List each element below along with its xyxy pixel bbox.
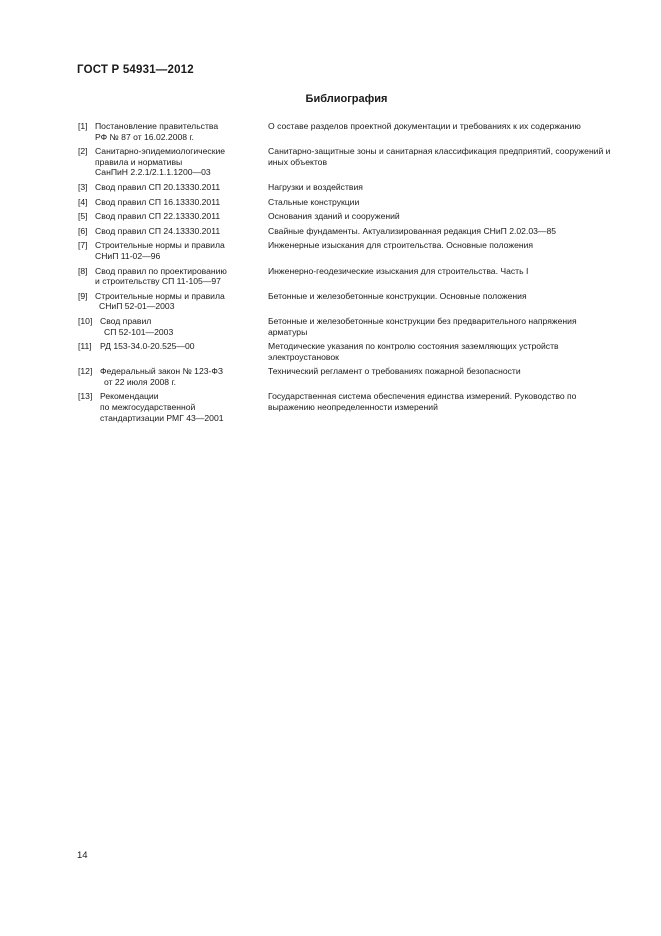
- entry-number: [2]: [78, 146, 88, 157]
- entry-source-line: стандартизации РМГ 43—2001: [100, 412, 224, 423]
- entry-source-line: Свод правил СП 24.13330.2011: [95, 225, 221, 236]
- entry-description: Инженерные изыскания для строительства. Основные положения: [268, 240, 534, 251]
- entry-source-line: СНиП 11-02—96: [95, 250, 161, 261]
- entry-source-line: правила и нормативы: [95, 156, 183, 167]
- document-code: ГОСТ Р 54931—2012: [77, 64, 194, 76]
- entry-number: [9]: [78, 290, 88, 301]
- entry-source-line: Свод правил по проектированию: [95, 265, 227, 276]
- entry-source-line: СанПиН 2.2.1/2.1.1.1200—03: [95, 167, 211, 178]
- entry-description: Бетонные и железобетонные конструкции без предварительного напряжения арматуры: [268, 315, 577, 337]
- entry-description: Технический регламент о требованиях пожарной безопасности: [268, 366, 521, 377]
- entry-number: [10]: [78, 315, 93, 326]
- bibliography-list: [78, 121, 618, 427]
- entry-number: [5]: [78, 211, 88, 222]
- entry-description: Свайные фундаменты. Актуализированная редакция СНиП 2.02.03—85: [268, 225, 557, 236]
- entry-source-line: Санитарно-эпидемиологические: [95, 146, 226, 157]
- entry-description: Государственная система обеспечения единства измерений. Руководство по выражению неопределенности измерений: [268, 391, 577, 413]
- entry-source: [95, 121, 253, 142]
- entry-source: [95, 146, 253, 178]
- entry-source-line: от 22 июля 2008 г.: [104, 376, 176, 387]
- bibliography-entry-5: [78, 211, 618, 222]
- entry-source-line: и строительству СП 11-105—97: [95, 276, 221, 287]
- page-number: 14: [77, 850, 88, 861]
- entry-description: Инженерно-геодезические изыскания для строительства. Часть I: [268, 265, 529, 276]
- entry-source-line: СП 52-101—2003: [104, 326, 174, 337]
- entry-source: [100, 316, 253, 337]
- entry-source-line: по межгосударственной: [100, 402, 196, 413]
- entry-source: [100, 366, 253, 387]
- entry-source-line: Свод правил: [100, 315, 152, 326]
- entry-source: [100, 341, 253, 362]
- entry-source-line: Рекомендации: [100, 391, 159, 402]
- bibliography-entry-1: [78, 121, 618, 142]
- entry-description: Нагрузки и воздействия: [268, 181, 363, 192]
- entry-source: [95, 211, 253, 222]
- bibliography-entry-8: [78, 266, 618, 287]
- entry-number: [1]: [78, 121, 88, 131]
- entry-number: [6]: [78, 225, 88, 236]
- entry-source-line: Свод правил СП 22.13330.2011: [95, 211, 221, 222]
- entry-source-line: Свод правил СП 16.13330.2011: [95, 196, 221, 207]
- entry-number: [13]: [78, 391, 93, 402]
- section-title: Библиография: [305, 93, 388, 105]
- bibliography-entry-10: [78, 316, 618, 337]
- bibliography-entry-13: [78, 391, 618, 423]
- entry-number: [12]: [78, 366, 93, 377]
- bibliography-entry-2: [78, 146, 618, 178]
- bibliography-entry-11: [78, 341, 618, 362]
- entry-source: [100, 391, 253, 423]
- bibliography-entry-3: [78, 182, 618, 193]
- entry-number: [8]: [78, 265, 88, 276]
- entry-number: [11]: [78, 341, 92, 352]
- entry-description: О составе разделов проектной документации и требованиях к их содержанию: [268, 121, 581, 131]
- bibliography-entry-12: [78, 366, 618, 387]
- entry-source-line: Строительные нормы и правила: [95, 290, 225, 301]
- bibliography-entry-4: [78, 197, 618, 208]
- entry-description: Стальные конструкции: [268, 196, 360, 207]
- bibliography-entry-7: [78, 240, 618, 261]
- entry-source-line: РФ № 87 от 16.02.2008 г.: [95, 131, 194, 142]
- bibliography-entry-6: [78, 226, 618, 237]
- entry-description: Основания зданий и сооружений: [268, 211, 400, 222]
- entry-source-line: РД 153-34.0-20.525—00: [100, 341, 195, 352]
- entry-source: [95, 266, 253, 287]
- entry-source: [95, 291, 253, 312]
- entry-source-line: Федеральный закон № 123-ФЗ: [100, 366, 224, 377]
- entry-source: [95, 226, 253, 237]
- entry-number: [4]: [78, 196, 88, 207]
- entry-source: [95, 182, 253, 193]
- entry-source: [95, 240, 253, 261]
- entry-source-line: Свод правил СП 20.13330.2011: [95, 181, 221, 192]
- bibliography-entry-9: [78, 291, 618, 312]
- entry-description: Методические указания по контролю состояния заземляющих устройств электроустановок: [268, 341, 559, 362]
- entry-source-line: Постановление правительства: [95, 121, 219, 131]
- entry-source: [95, 197, 253, 208]
- entry-description: Санитарно-защитные зоны и санитарная классификация предприятий, сооружений и иных объектов: [268, 146, 611, 167]
- entry-source-line: СНиП 52-01—2003: [99, 301, 175, 312]
- entry-number: [3]: [78, 181, 88, 192]
- entry-source-line: Строительные нормы и правила: [95, 240, 225, 251]
- entry-number: [7]: [78, 240, 88, 251]
- entry-description: Бетонные и железобетонные конструкции. Основные положения: [268, 290, 527, 301]
